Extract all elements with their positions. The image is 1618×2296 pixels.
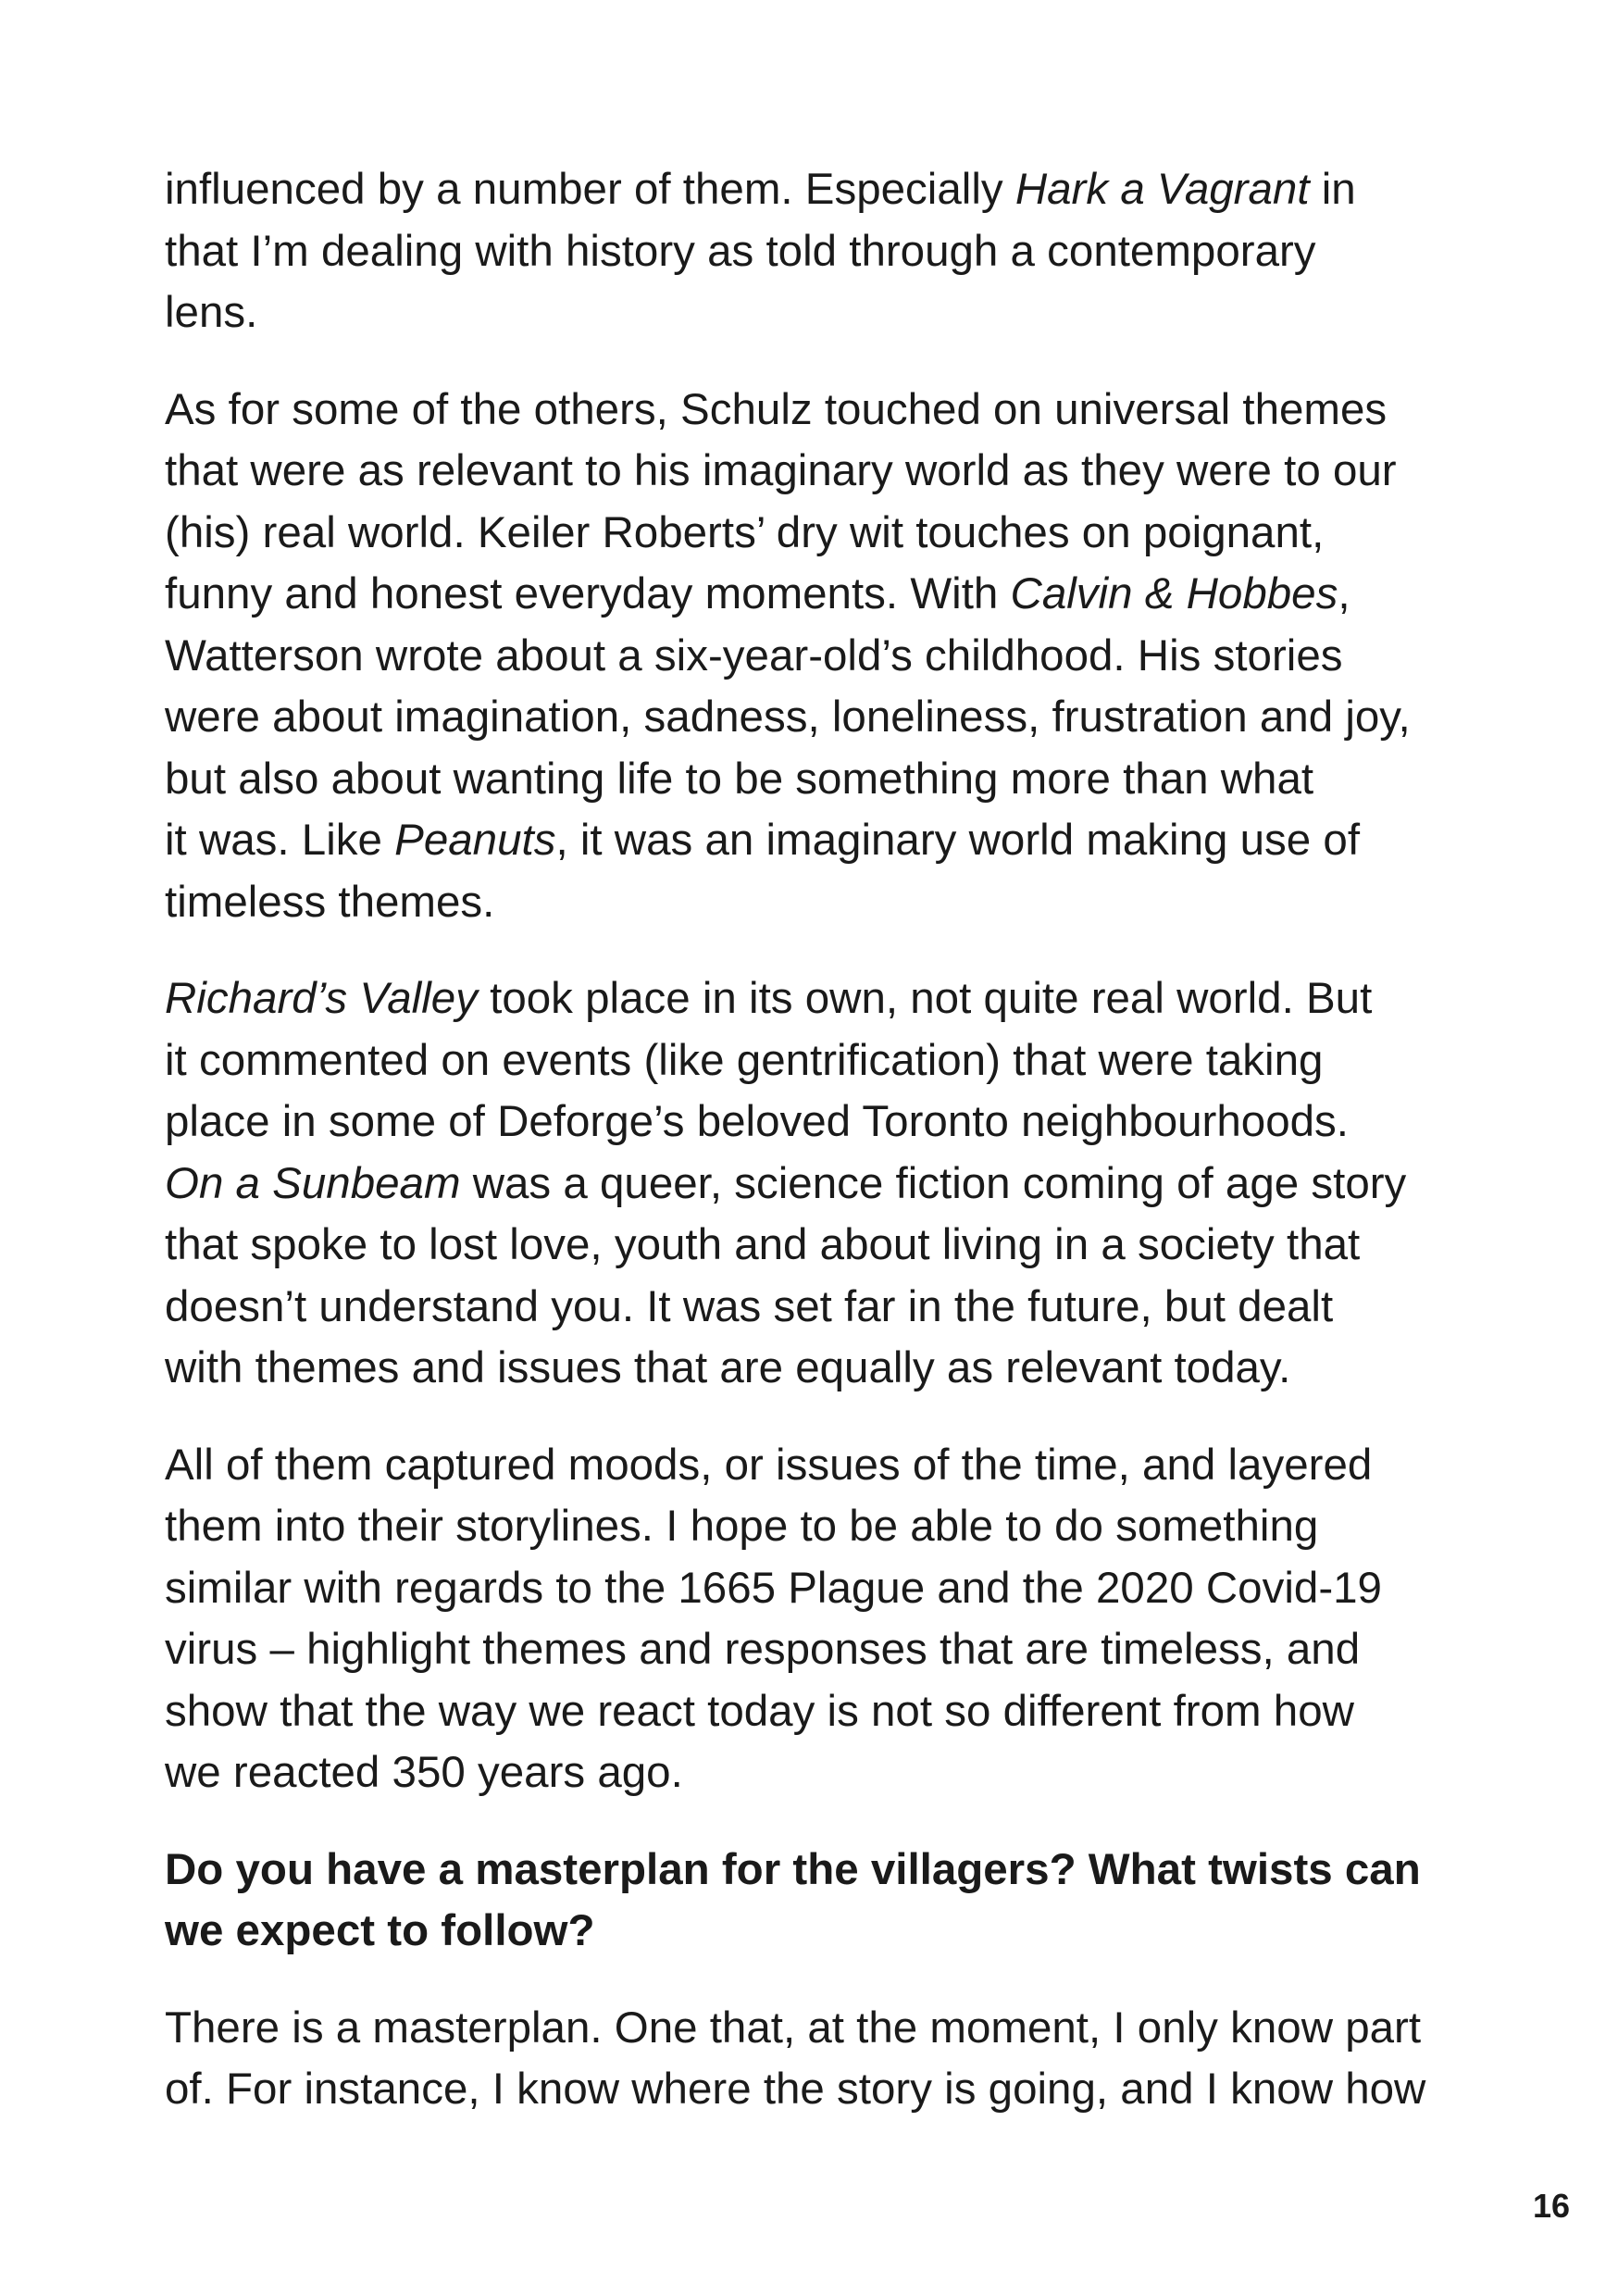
text-run: them into their storylines. I hope to be able to do something: [165, 1502, 1319, 1551]
article-body: [165, 159, 1472, 2156]
text-line: [165, 1092, 1472, 1154]
text-run: that I’m dealing with history as told through a contemporary: [165, 226, 1316, 276]
text-run: funny and honest everyday moments. With: [165, 569, 1011, 618]
text-run: influenced by a number of them. Especially: [165, 165, 1015, 214]
text-line: [165, 221, 1472, 283]
text-run: in: [1309, 165, 1356, 214]
text-line: [165, 1338, 1472, 1400]
text-line: [165, 810, 1472, 872]
text-line: [165, 626, 1472, 688]
text-line: [165, 380, 1472, 442]
text-line: [165, 564, 1472, 626]
text-line: [165, 1742, 1472, 1804]
text-line: [165, 1215, 1472, 1277]
text-line: [165, 1030, 1472, 1092]
text-run: with themes and issues that are equally as relevant today.: [165, 1343, 1291, 1392]
text-run: As for some of the others, Schulz touched on universal themes: [165, 384, 1388, 434]
text-run: it commented on events (like gentrification) that were taking: [165, 1035, 1324, 1085]
italic-title: Calvin & Hobbes: [1010, 569, 1338, 618]
body-paragraph: [165, 968, 1472, 1400]
text-run: were about imagination, sadness, loneliness, frustration and joy,: [165, 693, 1411, 742]
text-run: doesn’t understand you. It was set far in the future, but dealt: [165, 1281, 1334, 1331]
text-line: [165, 968, 1472, 1030]
body-paragraph: [165, 1435, 1472, 1804]
text-run: There is a masterplan. One that, at the moment, I only know part: [165, 2003, 1422, 2053]
text-line: [165, 872, 1472, 934]
text-line: [165, 749, 1472, 811]
text-run: Do you have a masterplan for the villagers? What twists can: [165, 1844, 1421, 1894]
text-run: we expect to follow?: [165, 1906, 595, 1955]
text-line: [165, 1154, 1472, 1216]
page-number: 16: [1532, 2187, 1570, 2225]
text-run: place in some of Deforge’s beloved Toronto neighbourhoods.: [165, 1097, 1349, 1146]
text-run: ,: [1338, 569, 1350, 618]
italic-title: On a Sunbeam: [165, 1158, 461, 1208]
text-line: [165, 1277, 1472, 1339]
text-line: [165, 2059, 1472, 2121]
text-run: but also about wanting life to be something more than what: [165, 754, 1314, 804]
text-line: [165, 441, 1472, 503]
text-line: [165, 1435, 1472, 1497]
text-line: [165, 687, 1472, 749]
text-run: virus – highlight themes and responses that are timeless, and: [165, 1625, 1361, 1674]
text-run: timeless themes.: [165, 877, 495, 927]
italic-title: Peanuts: [394, 816, 556, 865]
text-line: [165, 1901, 1472, 1963]
italic-title: Richard’s Valley: [165, 974, 478, 1023]
text-run: took place in its own, not quite real world. But: [477, 974, 1373, 1023]
text-run: Watterson wrote about a six-year-old’s childhood. His stories: [165, 630, 1343, 680]
text-run: similar with regards to the 1665 Plague and the 2020 Covid-19: [165, 1563, 1382, 1613]
text-run: lens.: [165, 288, 258, 337]
text-line: [165, 1998, 1472, 2060]
text-line: [165, 1840, 1472, 1902]
body-paragraph: [165, 159, 1472, 344]
text-line: [165, 1619, 1472, 1681]
interview-question: [165, 1840, 1472, 1963]
text-run: of. For instance, I know where the story is going, and I know how: [165, 2065, 1426, 2114]
italic-title: Hark a Vagrant: [1014, 165, 1310, 214]
text-line: [165, 1558, 1472, 1620]
text-run: that spoke to lost love, youth and about living in a society that: [165, 1220, 1361, 1269]
text-run: that were as relevant to his imaginary world as they were to our: [165, 446, 1397, 495]
text-line: [165, 1681, 1472, 1743]
text-run: show that the way we react today is not so different from how: [165, 1686, 1354, 1736]
text-line: [165, 282, 1472, 344]
body-paragraph: [165, 380, 1472, 934]
text-line: [165, 159, 1472, 221]
text-run: we reacted 350 years ago.: [165, 1748, 683, 1797]
text-line: [165, 1496, 1472, 1558]
text-run: All of them captured moods, or issues of the time, and layered: [165, 1440, 1373, 1490]
text-run: , it was an imaginary world making use of: [555, 816, 1361, 865]
text-run: it was. Like: [165, 816, 395, 865]
text-run: was a queer, science fiction coming of age story: [460, 1158, 1407, 1208]
body-paragraph: [165, 1998, 1472, 2121]
text-line: [165, 503, 1472, 565]
text-run: (his) real world. Keiler Roberts’ dry wit touches on poignant,: [165, 507, 1325, 557]
